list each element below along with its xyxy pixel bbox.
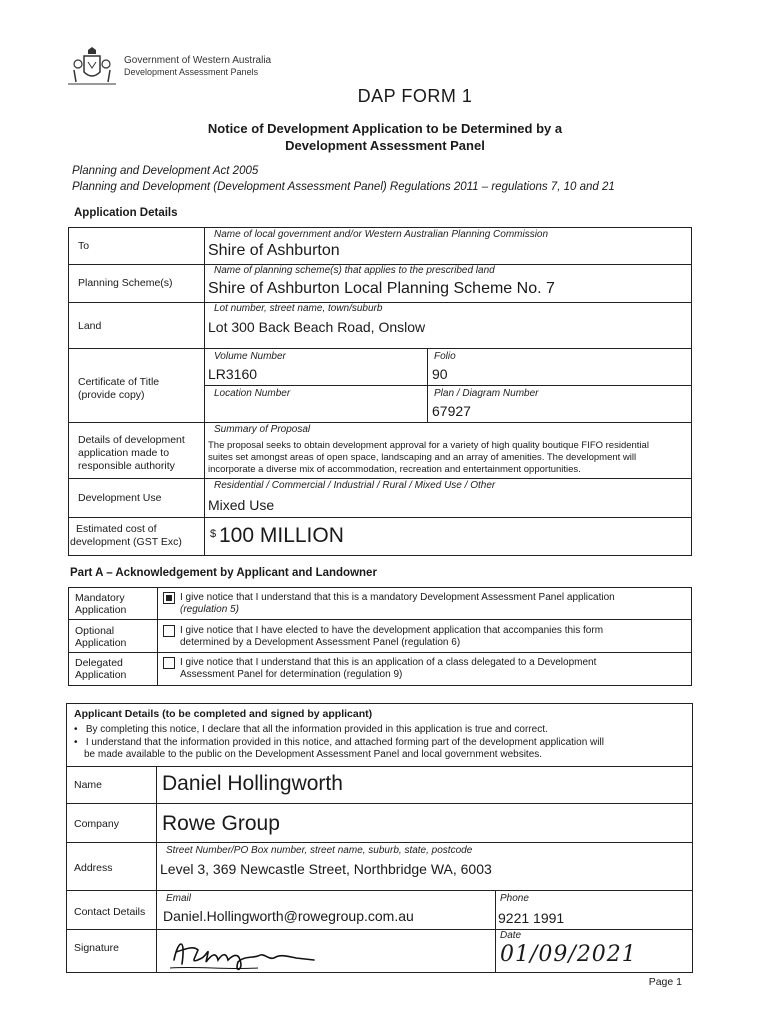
signature-label: Signature [74,942,119,954]
address-value: Level 3, 369 Newcastle Street, Northbridge WA, 6003 [160,861,492,877]
folio-value: 90 [432,366,448,382]
optional-label-2: Application [75,637,127,649]
department-name: Development Assessment Panels [124,67,259,77]
development-use-label: Development Use [78,492,162,504]
act-reference: Planning and Development Act 2005 [72,165,259,177]
cost-label-2: development (GST Exc) [70,536,182,548]
declaration-bullet-2: • I understand that the information provided in this notice, and attached forming part of the development application will [74,737,604,748]
company-label: Company [74,818,119,830]
development-use-value: Mixed Use [208,497,275,513]
details-label-3: responsible authority [78,460,175,472]
certificate-title-label: Certificate of Title [78,376,160,388]
planning-scheme-value: Shire of Ashburton Local Planning Scheme No. 7 [208,280,555,297]
cost-value: 100 MILLION [219,524,344,547]
details-label-2: application made to [78,447,170,459]
mandatory-label-1: Mandatory [75,592,125,604]
address-label: Address [74,862,113,874]
handwritten-signature [168,930,318,974]
delegated-text-2: Assessment Panel for determination (regulation 9) [180,669,403,680]
to-label: To [78,240,90,252]
folio-caption: Folio [434,351,456,362]
form-subtitle-line2: Development Assessment Panel [285,138,485,153]
email-caption: Email [166,893,192,904]
declaration-bullet-1: • By completing this notice, I declare that all the information provided in this application is true and correct. [74,724,548,735]
government-name: Government of Western Australia [124,55,272,66]
email-value: Daniel.Hollingworth@rowegroup.com.au [163,908,414,924]
phone-caption: Phone [500,893,529,904]
regulations-reference: Planning and Development (Development Assessment Panel) Regulations 2011 – regulations 7, 10 and 21 [72,181,615,193]
page-number: Page 1 [648,976,682,988]
optional-text-1: I give notice that I have elected to have the development application that accompanies this form [180,625,604,636]
location-caption: Location Number [214,388,291,399]
mandatory-checkbox[interactable] [163,592,175,604]
name-value: Daniel Hollingworth [162,772,343,795]
delegated-label-2: Application [75,669,127,681]
plan-value: 67927 [432,403,471,419]
name-label: Name [74,779,103,791]
optional-label-1: Optional [75,625,115,637]
part-a-heading: Part A – Acknowledgement by Applicant and Landowner [70,567,377,579]
declaration-bullet-2-cont: be made available to the public on the Development Assessment Panel and local government websites. [84,749,543,760]
certificate-title-sublabel: (provide copy) [78,389,145,401]
delegated-label-1: Delegated [75,657,123,669]
land-caption: Lot number, street name, town/suburb [214,303,383,314]
delegated-text-1: I give notice that I understand that this is an application of a class delegated to a Development [180,657,597,668]
plan-caption: Plan / Diagram Number [434,388,539,399]
phone-value: 9221 1991 [498,910,565,926]
address-caption: Street Number/PO Box number, street name, suburb, state, postcode [166,845,473,856]
date-value: 01/09/2021 [500,942,637,967]
application-details-heading: Application Details [74,207,178,219]
land-value: Lot 300 Back Beach Road, Onslow [208,319,426,335]
volume-value: LR3160 [208,366,258,382]
applicant-heading: Applicant Details (to be completed and signed by applicant) [74,708,373,720]
optional-text-2: determined by a Development Assessment Panel (regulation 6) [180,637,461,648]
form-subtitle-line1: Notice of Development Application to be Determined by a [207,121,563,136]
details-label-1: Details of development [78,434,185,446]
cost-label-1: Estimated cost of [76,523,157,535]
to-caption: Name of local government and/or Western Australian Planning Commission [214,229,549,240]
form-title: DAP FORM 1 [357,86,473,106]
volume-caption: Volume Number [214,351,286,362]
cost-currency: $ [210,528,217,540]
summary-line-2: suites set amongst areas of open space, landscaping and an array of amenities. The development will [208,452,637,463]
planning-scheme-caption: Name of planning scheme(s) that applies to the prescribed land [214,265,495,276]
company-value: Rowe Group [162,812,280,835]
date-caption: Date [500,930,522,941]
summary-caption: Summary of Proposal [214,424,311,435]
land-label: Land [78,320,102,332]
delegated-checkbox[interactable] [163,657,175,669]
mandatory-label-2: Application [75,604,127,616]
planning-scheme-label: Planning Scheme(s) [78,277,173,289]
optional-checkbox[interactable] [163,625,175,637]
summary-line-3: incorporate a diverse mix of accommodation, recreation and entertainment opportunities. [208,464,581,475]
development-use-caption: Residential / Commercial / Industrial / Rural / Mixed Use / Other [214,480,496,491]
summary-line-1: The proposal seeks to obtain development approval for a variety of high quality boutique FIFO residential [208,440,649,451]
wa-crest-logo [66,46,118,88]
mandatory-text-2: (regulation 5) [180,604,239,615]
contact-label: Contact Details [74,906,146,918]
mandatory-text-1: I give notice that I understand that this is a mandatory Development Assessment Panel application [180,592,615,603]
to-value: Shire of Ashburton [208,242,340,259]
